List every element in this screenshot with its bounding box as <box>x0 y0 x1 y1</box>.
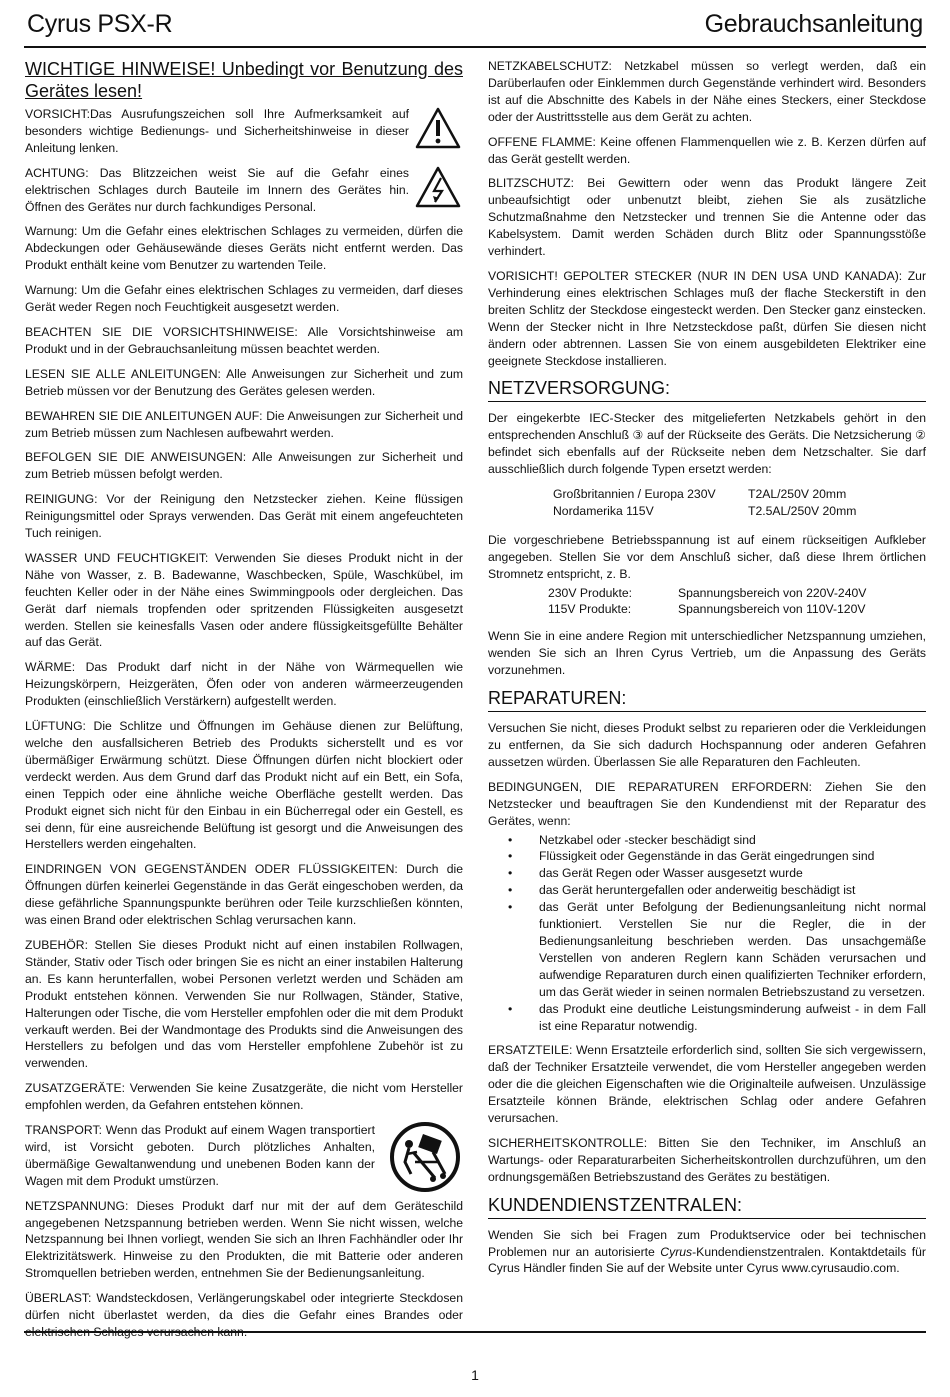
page-number: 1 <box>471 1367 479 1383</box>
page-header <box>25 6 925 44</box>
service-centers-heading: KUNDENDIENSTZENTRALEN: <box>488 1194 926 1219</box>
table-row <box>553 503 856 520</box>
cart-tipover-icon <box>375 1122 463 1192</box>
power-supply-paragraph-1: Der eingekerbte IEC-Stecker des mitgelieferten Netzkabels gehört in den entsprechenden Anschluß ③ auf der Rückseite des Geräts. Die Netzsicherung ② befindet sich ebenfalls auf der Rückseite neben dem Netzschalter. Sie darf ausschließlich durch folgende Typen ersetzt werden: <box>488 411 926 477</box>
read-instructions-paragraph: LESEN SIE ALLE ANLEITUNGEN: Alle Anweisungen zur Sicherheit und zum Betrieb müssen vor der Benutzung des Gerätes gelesen werden. <box>25 366 463 398</box>
important-notes-heading: WICHTIGE HINWEISE! Unbedingt vor Benutzung des Gerätes lesen! <box>25 59 463 101</box>
polarized-plug-paragraph: VORISICHT! GEPOLTER STECKER (NUR IN DEN USA UND KANADA): Zur Verhinderung eines elektrischen Schlages muß der flache Steckerstift in den breiten Schlitz der Steckdose eingesteckt werden. Den Stecker ganz einstecken. Wenn der Stecker nicht in Ihre Netzsteckdose paßt, dürfen Sie diesen nicht ändern oder abtrennen. Lassen Sie von einem ausgebildeten Elektriker eine geeignete Steckdose installieren. <box>488 268 926 368</box>
list-item: • Flüssigkeit oder Gegenstände in das Gerät eingedrungen sind <box>488 848 926 865</box>
service-text-b: -Kundendienstzentralen. Kontaktdetails für Cyrus Händler finden Sie auf der Website unter Cyrus www.cyrusaudio.com. <box>488 1244 926 1276</box>
power-supply-paragraph-3: Wenn Sie in eine andere Region mit unterschiedlicher Netzspannung umziehen, wenden Sie sich an Ihren Cyrus Vertrieb, um die Anpassung des Geräts vorzunehmen. <box>488 629 926 678</box>
ventilation-paragraph: LÜFTUNG: Die Schlitze und Öffnungen im Gehäuse dienen zur Belüftung, welche den ausfallsicheren Betrieb des Produkts sicherstellt und es vor übermäßiger Erwärmung schützt. Diese Öffnungen dürfen nicht blockiert oder verdeckt werden. Aus dem Grund darf das Produkt nicht auf ein Bett, ein Sofa, einen Teppich oder eine ähnliche weiche Oberfläche gestellt werden. Das Produkt eignet sich nicht für den Einbau in ein Bücherregal oder ein Gestell, es sei denn, für eine ausreichende Belüftung ist gesorgt und die Anweisungen des Herstellers werden eingehalten. <box>25 719 463 852</box>
left-column <box>25 58 463 1349</box>
open-flame-paragraph: OFFENE FLAMME: Keine offenen Flammenquellen wie z. B. Kerzen dürfen auf das Gerät gestellt werden. <box>488 134 926 166</box>
transport-block <box>25 1122 463 1198</box>
warning-paragraph-2: Warnung: Um die Gefahr eines elektrischen Schlages zu vermeiden, darf dieses Gerät weder Regen noch Feuchtigkeit ausgesetzt werden. <box>25 283 463 315</box>
footer-rule <box>24 1331 926 1333</box>
right-column <box>488 58 926 1285</box>
safety-check-paragraph: SICHERHEITSKONTROLLE: Bitten Sie den Techniker, im Anschluß an Wartungs- oder Reparaturarbeiten Sicherheitskontrollen durchzuführen, um den ordnungsgemäßen Betriebszustand des Gerätes zu bestätigen. <box>488 1135 926 1184</box>
fuse-type: T2.5AL/250V 20mm <box>748 503 857 518</box>
replacement-parts-paragraph: ERSATZTEILE: Wenn Ersatzteile erforderlich sind, sollten Sie sich vergewissern, daß der Techniker Ersatzteile verwendet, die vom Hersteller angegeben werden oder die die gleichen Eigenschaften wie die Originalteile aufweisen. Unzulässige Ersatzteile können Brände, elektrischen Schlag oder andere Gefahren verursachen. <box>488 1043 926 1126</box>
attachments-paragraph: ZUSATZGERÄTE: Verwenden Sie keine Zusatzgeräte, die nicht vom Hersteller empfohlen werden, da Gefahren entstehen können. <box>25 1081 463 1113</box>
power-supply-heading: NETZVERSORGUNG: <box>488 377 926 402</box>
cleaning-paragraph: REINIGUNG: Vor der Reinigung den Netzstecker ziehen. Keine flüssigen Reinigungsmittel oder Sprays verwenden. Das Gerät mit einem angefeuchteten Tuch reinigen. <box>25 492 463 541</box>
repairs-paragraph-1: Versuchen Sie nicht, dieses Produkt selbst zu reparieren oder die Verkleidungen zu entfernen, da Sie sich dadurch Hochspannung oder anderen Gefahren aussetzen würden. Überlassen Sie alle Reparaturen den Fachleuten. <box>488 721 926 769</box>
list-item: • das Gerät heruntergefallen oder anderweitig beschädigt ist <box>488 882 926 899</box>
lightning-protection-paragraph: BLITZSCHUTZ: Bei Gewittern oder wenn das Produkt längere Zeit unbeaufsichtigt oder unbenutzt bleibt, ziehen Sie als zusätzliche Schutzmaßnahme den Netzstecker und trennen Sie die Antenne oder das Kabelsystem. Damit werden Schäden durch Blitz oder Spannungsstöße verhindert. <box>488 176 926 259</box>
warning-paragraph-1: Warnung: Um die Gefahr eines elektrischen Schlages zu vermeiden, dürfen die Abdeckungen oder Gehäusewände dieses Geräts nicht entfernt werden. Das Produkt enthält keine vom Benutzer zu wartenden Teile. <box>25 224 463 273</box>
fuse-region: Nordamerika 115V <box>553 503 654 518</box>
list-item: • das Produkt eine deutliche Leistungsminderung aufweist - in dem Fall ist eine Reparatur notwendig. <box>488 1001 926 1035</box>
brand-name: Cyrus <box>660 1244 693 1259</box>
overload-paragraph: ÜBERLAST: Wandsteckdosen, Verlängerungskabel oder integrierte Steckdosen dürfen nicht überlastet werden, da dies die Gefahr eines Brandes oder <box>25 1291 463 1323</box>
accessories-paragraph: ZUBEHÖR: Stellen Sie dieses Produkt nicht auf einen instabilen Rollwagen, Ständer, Stativ oder Tisch oder bringen Sie es nicht an einer instabilen Halterung an. Es kann herunterfallen, wobei Personen verletzt werden und Schäden am Produkt entstehen können. Verwenden Sie nur Rollwagen, Ständer, Stative, Halterungen oder Tische, die vom Hersteller empfohlen oder die mit dem Produkt verkauft werden. Bei der Wandmontage des Produkts sind die Anweisungen des Herstellers zu befolgen und das vom Hersteller empfohlene Zubehör ist zu verwenden. <box>25 937 463 1071</box>
voltage-table <box>548 585 866 619</box>
lightning-warning-icon <box>409 165 463 209</box>
lightning-block <box>25 165 463 224</box>
list-item: • das Gerät Regen oder Wasser ausgesetzt wurde <box>488 865 926 882</box>
object-liquid-entry-paragraph: EINDRINGEN VON GEGENSTÄNDEN ODER FLÜSSIGKEITEN: Durch die Öffnungen dürfen keinerlei Gegenstände in das Gerät eingeschoben werden, da diese gefährliche Spannungspunkte berühren oder Teile kurzschließen könnten, was einen Brand oder elektrischen Schlag verursachen kann. <box>25 862 463 928</box>
fuse-type: T2AL/250V 20mm <box>748 487 847 502</box>
mains-voltage-paragraph: NETZSPANNUNG: Dieses Produkt darf nur mit der auf dem Geräteschild angegebenen Netzspannung betrieben werden. Wenn Sie nicht wissen, welche Netzspannung bei Ihnen vorliegt, wenden Sie sich an Ihren Fachhändler oder Ihr Elektrizitätswerk. Hinweise zu den Produkten, die mit Batterie oder anderen Stromquellen betrieben werden, entnehmen Sie der Bedienungsanleitung. <box>25 1198 463 1281</box>
list-item: • Netzkabel oder -stecker beschädigt sind <box>488 832 926 849</box>
transport-paragraph: TRANSPORT: Wenn das Produkt auf einem Wagen transportiert wird, ist Vorsicht geboten. Durch plötzliches Anhalten, übermäßige Gewaltanwendung und unebenen Boden kann der Wagen mit dem Produkt umstürzen. <box>25 1123 375 1188</box>
voltage-product: 115V Produkte: <box>548 602 632 617</box>
repair-conditions-list <box>488 832 926 1035</box>
product-name: Cyrus PSX-R <box>27 10 173 38</box>
power-cord-protection-paragraph: NETZKABELSCHUTZ: Netzkabel müssen so verlegt werden, daß ein Darüberlaufen oder Einklemmen durch Gegenstände verhindert wird. Besonders ist auf die Abschnitte des Kabels in der Nähe eines Steckers, einer Steckdose oder der Austrittsstelle aus dem Gerät zu achten. <box>488 59 926 124</box>
follow-instructions-paragraph: BEFOLGEN SIE DIE ANWEISUNGEN: Alle Anweisungen zur Sicherheit und zum Betrieb müssen befolgt werden. <box>25 450 463 482</box>
voltage-product: 230V Produkte: <box>548 585 633 600</box>
service-text-a: Wenden Sie sich bei Fragen zum Produktservice oder bei technischen Problemen nur an autorisierte <box>488 1227 926 1259</box>
table-row <box>548 601 866 618</box>
table-row <box>548 585 866 602</box>
caution-block <box>25 106 463 165</box>
power-supply-paragraph-2: Die vorgeschriebene Betriebsspannung ist auf einem rückseitigen Aufkleber angegeben. Stellen Sie vor dem Anschluß sicher, daß diese Ihrem örtlichen Stromnetz entspricht, z. B. <box>488 532 926 581</box>
voltage-range: Spannungsbereich von 220V-240V <box>678 585 867 600</box>
fuse-region: Großbritannien / Europa 230V <box>553 487 716 502</box>
voltage-range: Spannungsbereich von 110V-120V <box>678 602 866 617</box>
keep-instructions-paragraph: BEWAHREN SIE DIE ANLEITUNGEN AUF: Die Anweisungen zur Sicherheit und zum Betrieb müssen zum Nachlesen aufbewahrt werden. <box>25 408 463 440</box>
heat-paragraph: WÄRME: Das Produkt darf nicht in der Nähe von Wärmequellen wie Heizungskörpern, Heizgeräten, Öfen oder von anderen wärmeerzeugenden Produkten (einschließlich Verstärkern) aufgestellt werden. <box>25 660 463 709</box>
caution-paragraph: VORSICHT:Das Ausrufungszeichen soll Ihre Aufmerksamkeit auf besonders wichtige Bedienungs- und Sicherheitshinweise in dieser Anleitung lenken. <box>25 107 409 155</box>
water-moisture-paragraph: WASSER UND FEUCHTIGKEIT: Verwenden Sie dieses Produkt nicht in der Nähe von Wasser, z. B. Badewanne, Waschbecken, Spüle, Waschkübel, im feuchten Keller oder in der Nähe eines Swimmingpools oder dergleichen. Das Gerät darf niemals tropfenden oder spritzenden Flüssigkeiten ausgesetzt werden. Stellen sie keinesfalls Vasen oder andere flüssigkeitsgefüllte Behälter auf das Gerät. <box>25 550 463 650</box>
document-type: Gebrauchsanleitung <box>704 10 923 38</box>
table-row <box>553 486 856 503</box>
repairs-conditions-paragraph: BEDINGUNGEN, DIE REPARATUREN ERFORDERN: Ziehen Sie den Netzstecker und beauftragen Sie den Kundendienst mit der Reparatur des Gerätes, wenn: <box>488 779 926 828</box>
service-centers-paragraph <box>488 1227 926 1278</box>
header-rule <box>24 46 926 48</box>
lightning-paragraph: ACHTUNG: Das Blitzzeichen weist Sie auf die Gefahr eines elektrischen Schlages durch Bauteile im Innern des Gerätes hin. Öffnen des Gerätes nur durch fachkundiges Personal. <box>25 165 409 214</box>
fuse-table <box>553 486 856 520</box>
repairs-heading: REPARATUREN: <box>488 687 926 712</box>
list-item: • das Gerät unter Befolgung der Bedienungsanleitung nicht normal funktioniert. Verstellen Sie nur die Regler, die in der Bedienungsanleitung beschrieben werden. Das unsachgemäße Verstellen von anderen Reglern kann Schäden verursachen und aufwendige Reparaturen durch einen qualifizierten Techniker erfordern, um das Gerät wieder in seinen normalen Betriebszustand zu versetzen. <box>488 899 926 1000</box>
observe-warnings-paragraph: BEACHTEN SIE DIE VORSICHTSHINWEISE: Alle Vorsichtshinweise am Produkt und in der Gebrauchsanleitung müssen beachtet werden. <box>25 324 463 356</box>
exclamation-warning-icon <box>409 106 463 150</box>
